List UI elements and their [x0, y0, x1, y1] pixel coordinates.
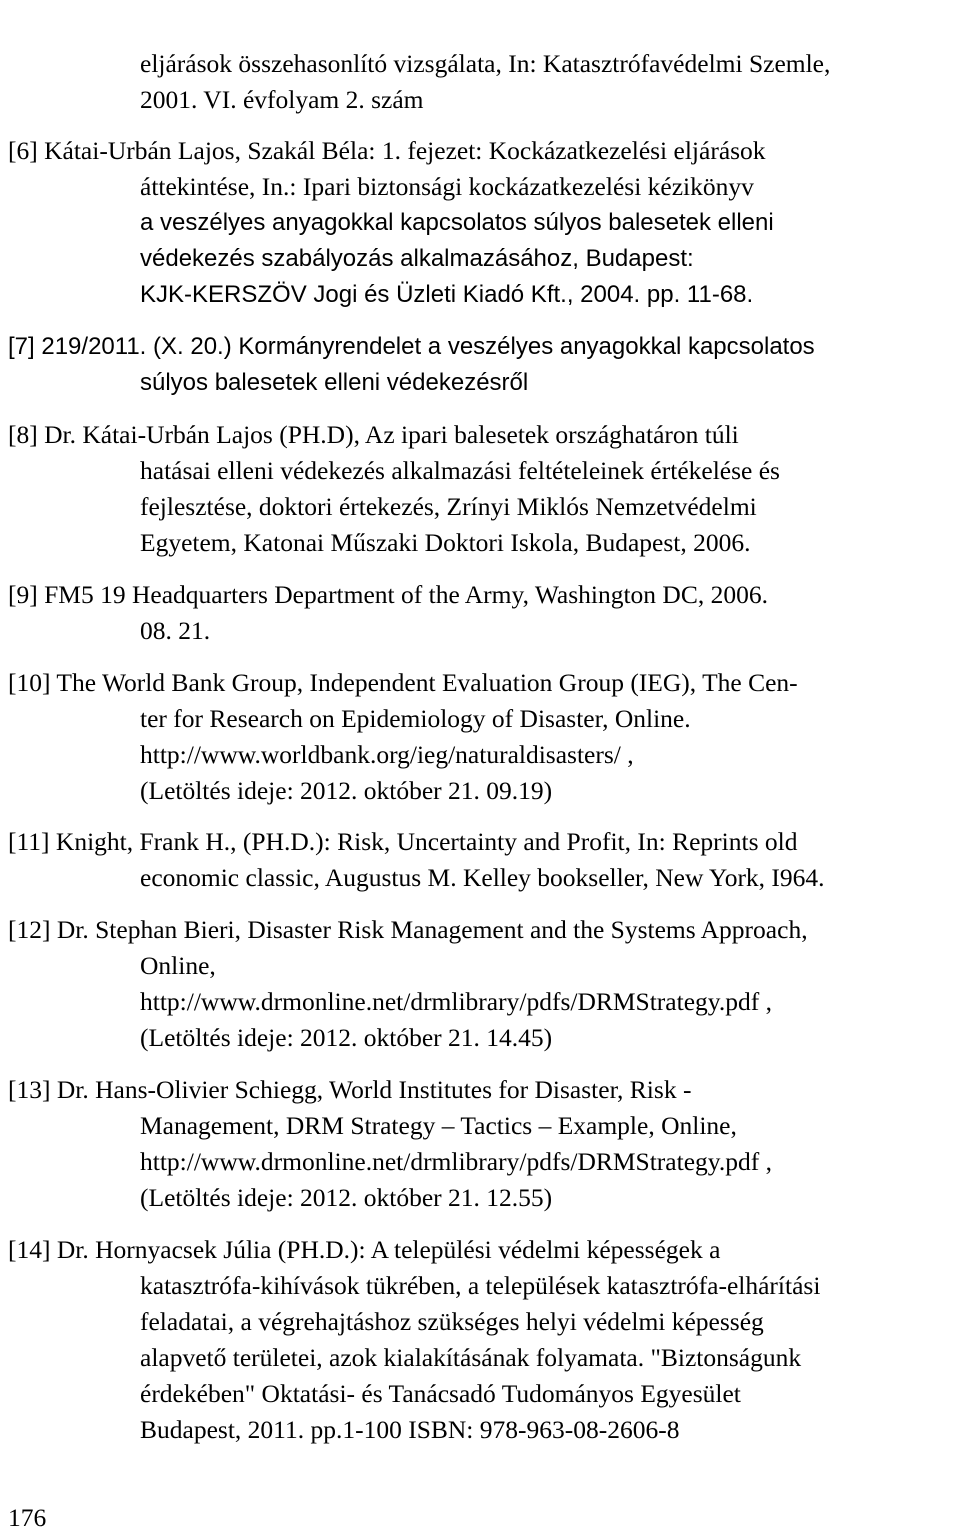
- reference-line: economic classic, Augustus M. Kelley bookseller, New York, I964.: [140, 863, 825, 892]
- reference-line: a veszélyes anyagokkal kapcsolatos súlyos balesetek elleni: [140, 209, 774, 236]
- reference-line: (Letöltés ideje: 2012. október 21. 12.55): [140, 1183, 553, 1212]
- reference-line: feladatai, a végrehajtáshoz szükséges helyi védelmi képesség: [140, 1307, 764, 1336]
- reference-line: Budapest, 2011. pp.1-100 ISBN: 978-963-08-2606-8: [140, 1415, 680, 1444]
- reference-line: http://www.drmonline.net/drmlibrary/pdfs/DRMStrategy.pdf ,: [140, 1147, 772, 1176]
- reference-line: [13] Dr. Hans-Olivier Schiegg, World Institutes for Disaster, Risk -: [8, 1075, 692, 1104]
- reference-line: [14] Dr. Hornyacsek Júlia (PH.D.): A települési védelmi képességek a: [8, 1235, 721, 1264]
- reference-line: érdekében" Oktatási- és Tanácsadó Tudományos Egyesület: [140, 1379, 741, 1408]
- reference-line: [7] 219/2011. (X. 20.) Kormányrendelet a veszélyes anyagokkal kapcsolatos: [8, 333, 815, 360]
- reference-line: súlyos balesetek elleni védekezésről: [140, 369, 529, 396]
- page-number: 176: [8, 1503, 47, 1532]
- reference-line: hatásai elleni védekezés alkalmazási feltételeinek értékelése és: [140, 456, 780, 485]
- reference-line: 2001. VI. évfolyam 2. szám: [140, 85, 424, 114]
- reference-line: katasztrófa-kihívások tükrében, a települések katasztrófa-elhárítási: [140, 1271, 821, 1300]
- reference-line: [11] Knight, Frank H., (PH.D.): Risk, Uncertainty and Profit, In: Reprints old: [8, 827, 798, 856]
- reference-line: [6] Kátai-Urbán Lajos, Szakál Béla: 1. fejezet: Kockázatkezelési eljárások: [8, 136, 766, 165]
- reference-line: KJK-KERSZÖV Jogi és Üzleti Kiadó Kft., 2004. pp. 11-68.: [140, 281, 754, 308]
- reference-line: (Letöltés ideje: 2012. október 21. 09.19): [140, 776, 553, 805]
- reference-line: Management, DRM Strategy – Tactics – Example, Online,: [140, 1111, 737, 1140]
- reference-line: (Letöltés ideje: 2012. október 21. 14.45): [140, 1023, 553, 1052]
- reference-line: alapvető területei, azok kialakításának folyamata. "Biztonságunk: [140, 1343, 802, 1372]
- reference-line: áttekintése, In.: Ipari biztonsági kockázatkezelési kézikönyv: [140, 172, 754, 201]
- reference-line: eljárások összehasonlító vizsgálata, In: Katasztrófavédelmi Szemle,: [140, 49, 831, 78]
- reference-line: Online,: [140, 951, 216, 980]
- reference-line: [10] The World Bank Group, Independent Evaluation Group (IEG), The Cen-: [8, 668, 798, 697]
- reference-line: http://www.worldbank.org/ieg/naturaldisasters/ ,: [140, 740, 634, 769]
- reference-line: [12] Dr. Stephan Bieri, Disaster Risk Management and the Systems Approach,: [8, 915, 808, 944]
- reference-line: védekezés szabályozás alkalmazásához, Budapest:: [140, 245, 694, 272]
- reference-line: [8] Dr. Kátai-Urbán Lajos (PH.D), Az ipari balesetek országhatáron túli: [8, 420, 739, 449]
- reference-line: Egyetem, Katonai Műszaki Doktori Iskola, Budapest, 2006.: [140, 528, 751, 557]
- reference-line: 08. 21.: [140, 616, 211, 645]
- reference-line: ter for Research on Epidemiology of Disaster, Online.: [140, 704, 691, 733]
- reference-line: [9] FM5 19 Headquarters Department of the Army, Washington DC, 2006.: [8, 580, 768, 609]
- reference-line: http://www.drmonline.net/drmlibrary/pdfs/DRMStrategy.pdf ,: [140, 987, 772, 1016]
- reference-line: fejlesztése, doktori értekezés, Zrínyi Miklós Nemzetvédelmi: [140, 492, 757, 521]
